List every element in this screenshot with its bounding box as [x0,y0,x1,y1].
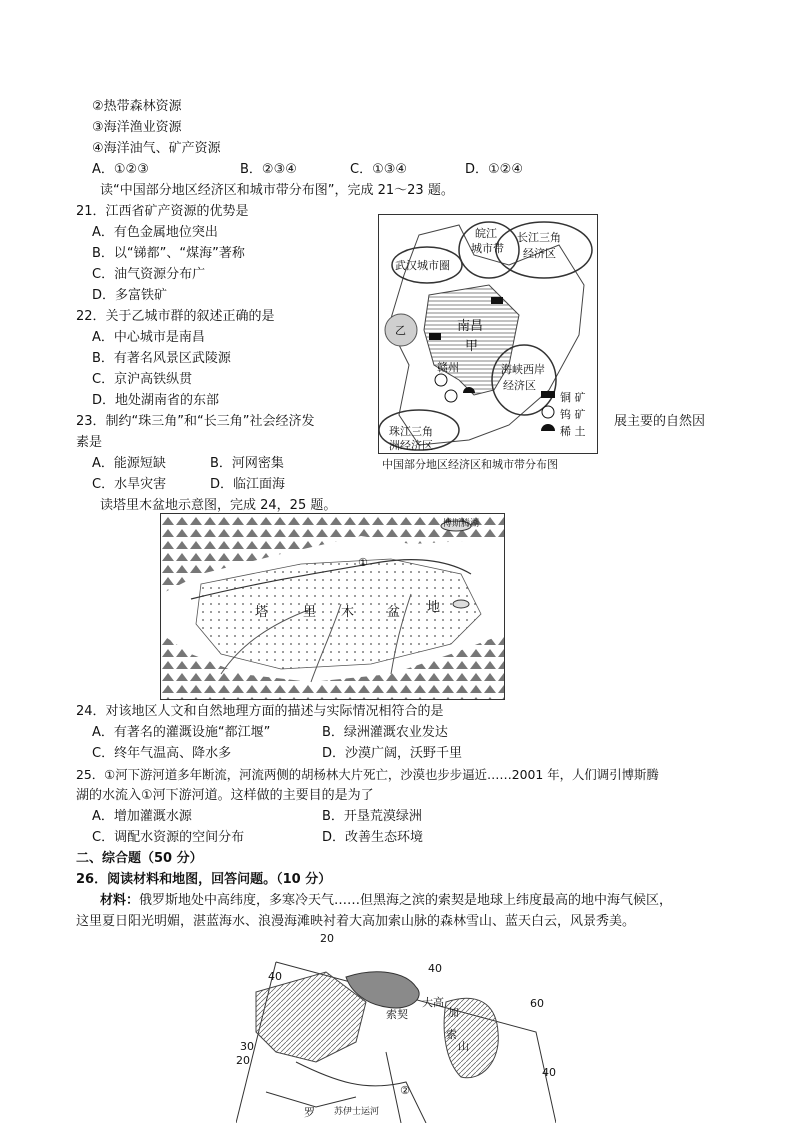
q23-option-a: A．能源短缺 [92,456,166,471]
section-2-title: 二、综合题（50 分） [76,851,203,866]
prev-choice-b: B．②③④ [240,162,297,177]
tarim-basin-map [160,513,505,700]
q23-option-d: D．临江面海 [210,477,286,492]
material-text-1: 俄罗斯地处中高纬度，多寒冷天气……但黑海之滨的索契是地球上纬度最高的地中海气候区， [139,893,673,908]
label-csj-2: 经济区 [523,247,556,260]
q22-option-b: B．有著名风景区武陵源 [92,351,231,366]
label-wuhan: 武汉城市圈 [395,259,450,272]
basin-char-1: 塔 [255,605,269,620]
q22-option-a: A．中心城市是南昌 [92,330,205,345]
map3-drawing [236,932,556,1123]
prev-choice-d: D．①②④ [465,162,523,177]
q24-option-d: D．沙漠广阔，沃野千里 [322,746,463,761]
q25-option-c: C．调配水资源的空间分布 [92,830,245,845]
black-sea-map [236,932,556,1123]
label-zsj: 珠江三角 [389,425,433,438]
q22-option-d: D．地处湖南省的东部 [92,393,220,408]
q25-option-d: D．改善生态环境 [322,830,424,845]
q22-stem: 22．关于乙城市群的叙述正确的是 [76,309,275,324]
legend-copper: 铜 矿 [560,391,586,404]
q21-option-d: D．多富铁矿 [92,288,168,303]
label-wanjiang: 皖江 [475,227,497,240]
prev-choice-a: A．①②③ [92,162,149,177]
q24-option-b: B．绿洲灌溉农业发达 [322,725,448,740]
lat-40-left: 40 [268,970,282,983]
q23-stem-a: 23．制约“珠三角”和“长三角”社会经济发 [76,414,315,429]
lon-60: 60 [530,997,544,1010]
label-zsj-2: 洲经济区 [389,439,433,452]
river-marker-1: ① [358,556,368,569]
legend-rare-earth: 稀 土 [560,425,586,438]
basin-char-2: 里 [303,605,317,620]
lat-40-right: 40 [542,1066,556,1079]
china-economic-zones-map [378,214,598,454]
q25-line-2: 湖的水流入①河下游河道。这样做的主要目的是为了 [76,788,374,803]
map2-drawing [161,514,504,699]
q21-option-b: B．以“锑都”、“煤海”著称 [92,246,245,261]
q24-option-c: C．终年气温高、降水多 [92,746,232,761]
label-hx-2: 经济区 [503,379,536,392]
q26-stem: 26．阅读材料和地图，回答问题。（10 分） [76,872,332,887]
prev-option-3: ③海洋渔业资源 [92,120,182,135]
label-suez: 苏伊士运河 [334,1107,380,1117]
q26-material-line-2: 这里夏日阳光明媚，湛蓝海水、浪漫海滩映衬着大高加索山脉的森林雪山、蓝天白云，风景秀美。 [76,914,636,929]
label-wanjiang-2: 城市带 [471,242,504,255]
basin-char-5: 地 [427,600,441,615]
bosten-lake-label: 博斯腾湖 [443,519,480,529]
prev-option-4: ④海洋油气、矿产资源 [92,141,221,156]
material-label: 材料： [100,893,140,908]
q22-option-c: C．京沪高铁纵贯 [92,372,193,387]
q23-option-b: B．河网密集 [210,456,284,471]
label-hx: 海峡西岸 [501,363,545,376]
q23-option-c: C．水旱灾害 [92,477,167,492]
label-dagao: 大高 [422,996,444,1009]
q23-stem-b: 展主要的自然因 [614,414,706,429]
prev-choice-c: C．①③④ [350,162,408,177]
label-jia: 甲 [465,339,479,354]
marker-2: ② [400,1084,410,1097]
q24-stem: 24．对该地区人文和自然地理方面的描述与实际情况相符合的是 [76,704,444,719]
q25-line-1: 25．①河下游河道多年断流，河流两侧的胡杨林大片死亡，沙漠也步步逼近……2001 年，人们调引博斯腾 [76,767,659,782]
label-csj: 长江三角 [517,231,561,244]
q21-stem: 21．江西省矿产资源的优势是 [76,204,249,219]
lon-40-top: 40 [428,962,442,975]
map1-caption: 中国部分地区经济区和城市带分布图 [382,458,558,471]
label-ganzhou: 赣州 [437,361,459,374]
label-shan: 山 [458,1040,469,1053]
q21-option-c: C．油气资源分布广 [92,267,206,282]
label-jia: 加 [448,1006,459,1019]
lon-20-top: 20 [320,932,334,945]
label-sochi: 索契 [386,1008,408,1021]
label-nanchang: 南昌 [457,319,484,334]
label-suo: 索 [446,1028,457,1041]
lat-30: 30 [240,1040,254,1053]
q25-option-b: B．开垦荒漠绿洲 [322,809,422,824]
lon-20-side: 20 [236,1054,250,1067]
legend-tungsten: 钨 矿 [560,408,586,421]
intro-24-25: 读塔里木盆地示意图，完成 24，25 题。 [100,498,337,513]
q25-option-a: A．增加灌溉水源 [92,809,192,824]
q23-stem-c: 素是 [76,435,103,450]
q24-option-a: A．有著名的灌溉设施“都江堰” [92,725,271,740]
label-luo: 罗 [304,1106,315,1119]
q26-material-line-1 [100,892,672,910]
prev-option-2: ②热带森林资源 [92,99,182,114]
q21-option-a: A．有色金属地位突出 [92,225,218,240]
label-yi: 乙 [395,324,406,337]
basin-char-3: 木 [341,605,355,620]
basin-char-4: 盆 [387,605,401,620]
intro-21-23: 读“中国部分地区经济区和城市带分布图”，完成 21～23 题。 [100,183,454,198]
